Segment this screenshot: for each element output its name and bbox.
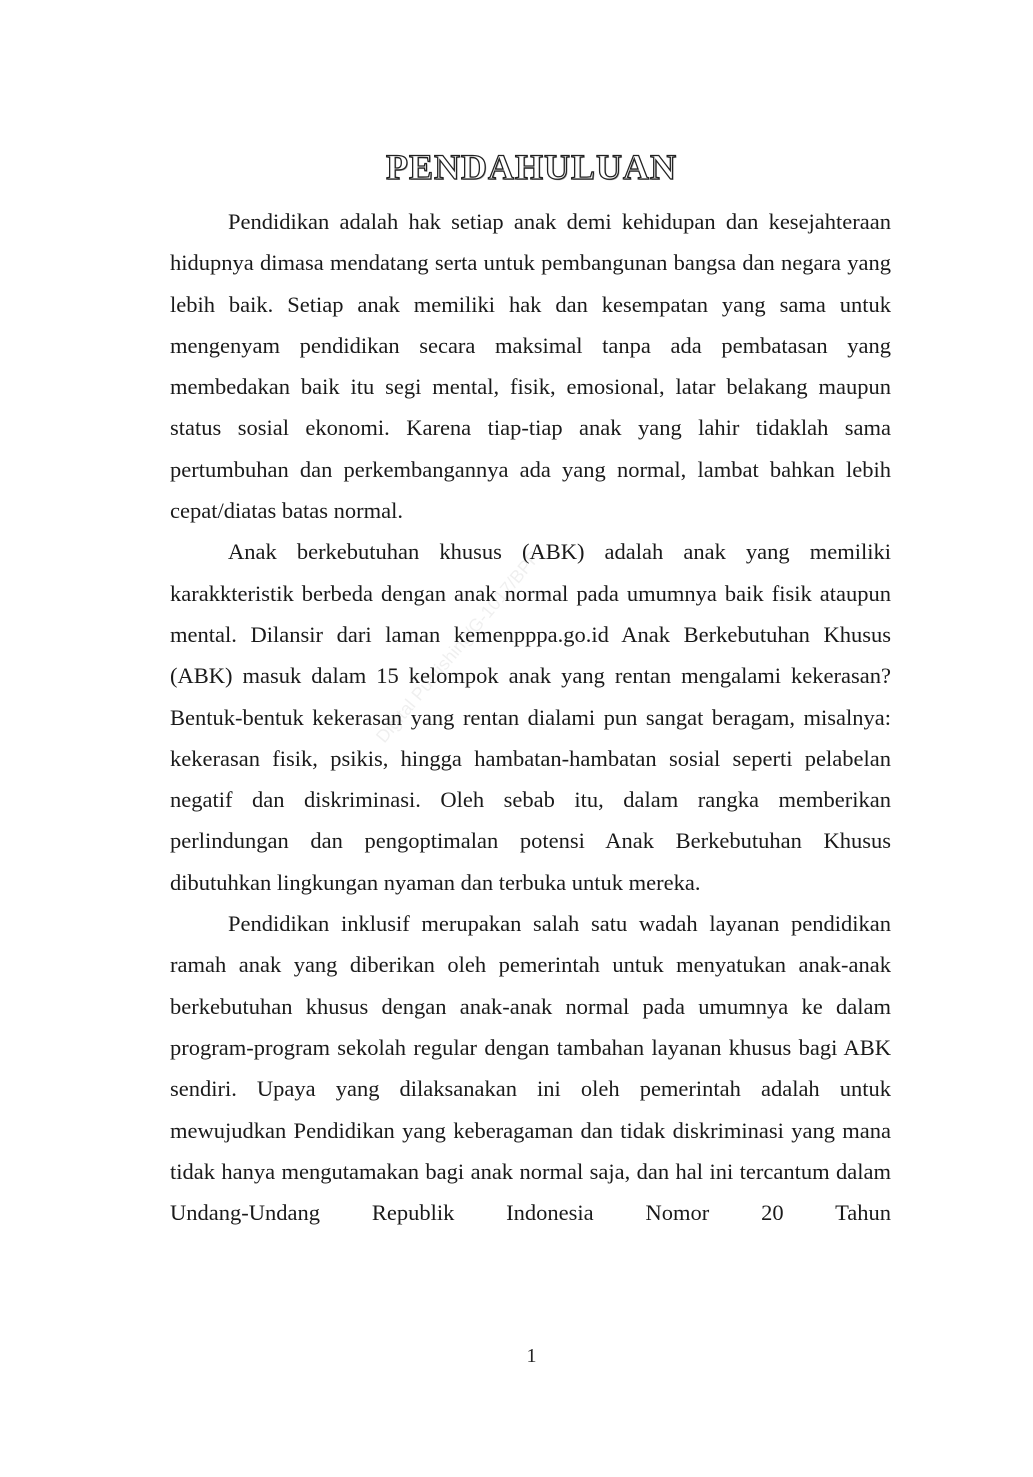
body-text (170, 201, 891, 1233)
paragraph-1: Pendidikan adalah hak setiap anak demi kehidupan dan kesejahteraan hidupnya dimasa mendatang serta untuk pembangunan bangsa dan negara yang lebih baik. Setiap anak memiliki hak dan kesempatan yang sama untuk mengenyam pendidikan secara maksimal tanpa ada pembatasan yang membedakan baik itu segi mental, fisik, emosional, latar belakang maupun status sosial ekonomi. Karena tiap-tiap anak yang lahir tidaklah sama pertumbuhan dan perkembangannya ada yang normal, lambat bahkan lebih cepat/diatas batas normal. (170, 209, 891, 524)
page-number: 1 (526, 1345, 537, 1367)
watermark: Digital Publishing/G-1017/BPP (371, 546, 545, 747)
page-title: PENDAHULUAN (385, 147, 677, 187)
paragraph-2: Anak berkebutuhan khusus (ABK) adalah anak yang memiliki karakkteristik berbeda dengan anak normal pada umumnya baik fisik ataupun mental. Dilansir dari laman kemenpppa.go.id Anak Berkebutuhan Khusus (ABK) masuk dalam 15 kelompok anak yang rentan mengalami kekerasan? Bentuk-bentuk kekerasan yang rentan dialami pun sangat beragam, misalnya: kekerasan fisik, psikis, hingga hambatan-hambatan sosial seperti pelabelan negatif dan diskriminasi. Oleh sebab itu, dalam rangka memberikan perlindungan dan pengoptimalan potensi Anak Berkebutuhan Khusus dibutuhkan lingkungan nyaman dan terbuka untuk mereka. (170, 539, 891, 895)
paragraph-3: Pendidikan inklusif merupakan salah satu wadah layanan pendidikan ramah anak yang diberikan oleh pemerintah untuk menyatukan anak-anak berkebutuhan khusus dengan anak-anak normal pada umumnya ke dalam program-program sekolah regular dengan tambahan layanan khusus bagi ABK sendiri. Upaya yang dilaksanakan ini oleh pemerintah adalah untuk mewujudkan Pendidikan yang keberagaman dan tidak diskriminasi yang mana tidak hanya mengutamakan bagi anak normal saja, dan hal ini tercantum dalam Undang-Undang Republik Indonesia Nomor 20 Tahun (170, 911, 891, 1226)
